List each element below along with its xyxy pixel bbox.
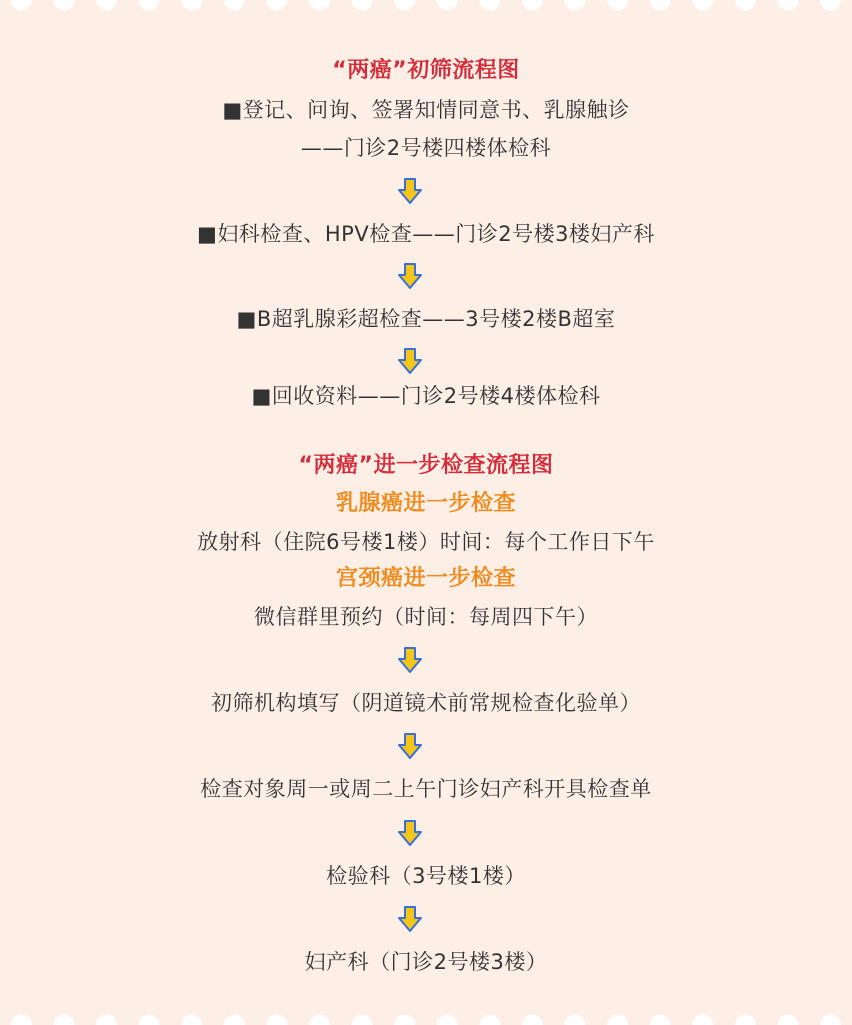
breast-cancer-subtitle: 乳腺癌进一步检查 [335, 491, 516, 516]
down-arrow-icon [398, 348, 422, 374]
breast-cancer-info: 放射科（住院6号楼1楼）时间：每个工作日下午 [197, 530, 655, 554]
step-collect-materials: ■回收资料——门诊2号楼4楼体检科 [251, 384, 601, 408]
step-gynecology-exam: ■妇科检查、HPV检查——门诊2号楼3楼妇产科 [197, 222, 655, 246]
initial-screening-title: “两癌”初筛流程图 [332, 58, 520, 83]
cervical-step-lab: 检验科（3号楼1楼） [326, 864, 526, 888]
down-arrow-icon [398, 820, 422, 846]
step-registration: ■登记、问询、签署知情同意书、乳腺触诊 [222, 98, 630, 122]
top-scallop-border [0, 0, 852, 14]
further-exam-title: “两癌”进一步检查流程图 [298, 453, 554, 478]
down-arrow-icon [398, 647, 422, 673]
down-arrow-icon [398, 178, 422, 204]
down-arrow-icon [398, 906, 422, 932]
cervical-cancer-subtitle: 宫颈癌进一步检查 [335, 566, 516, 591]
down-arrow-icon [398, 733, 422, 759]
cervical-step-order: 检查对象周一或周二上午门诊妇产科开具检查单 [200, 777, 652, 801]
cervical-step-appointment: 微信群里预约（时间：每周四下午） [254, 605, 598, 629]
down-arrow-icon [398, 263, 422, 289]
step-registration-location: ——门诊2号楼四楼体检科 [300, 136, 552, 160]
cervical-step-form: 初筛机构填写（阴道镜术前常规检查化验单） [211, 691, 641, 715]
cervical-step-gynecology: 妇产科（门诊2号楼3楼） [304, 950, 548, 974]
bottom-scallop-border [0, 1011, 852, 1025]
step-ultrasound: ■B超乳腺彩超检查——3号楼2楼B超室 [236, 307, 616, 331]
